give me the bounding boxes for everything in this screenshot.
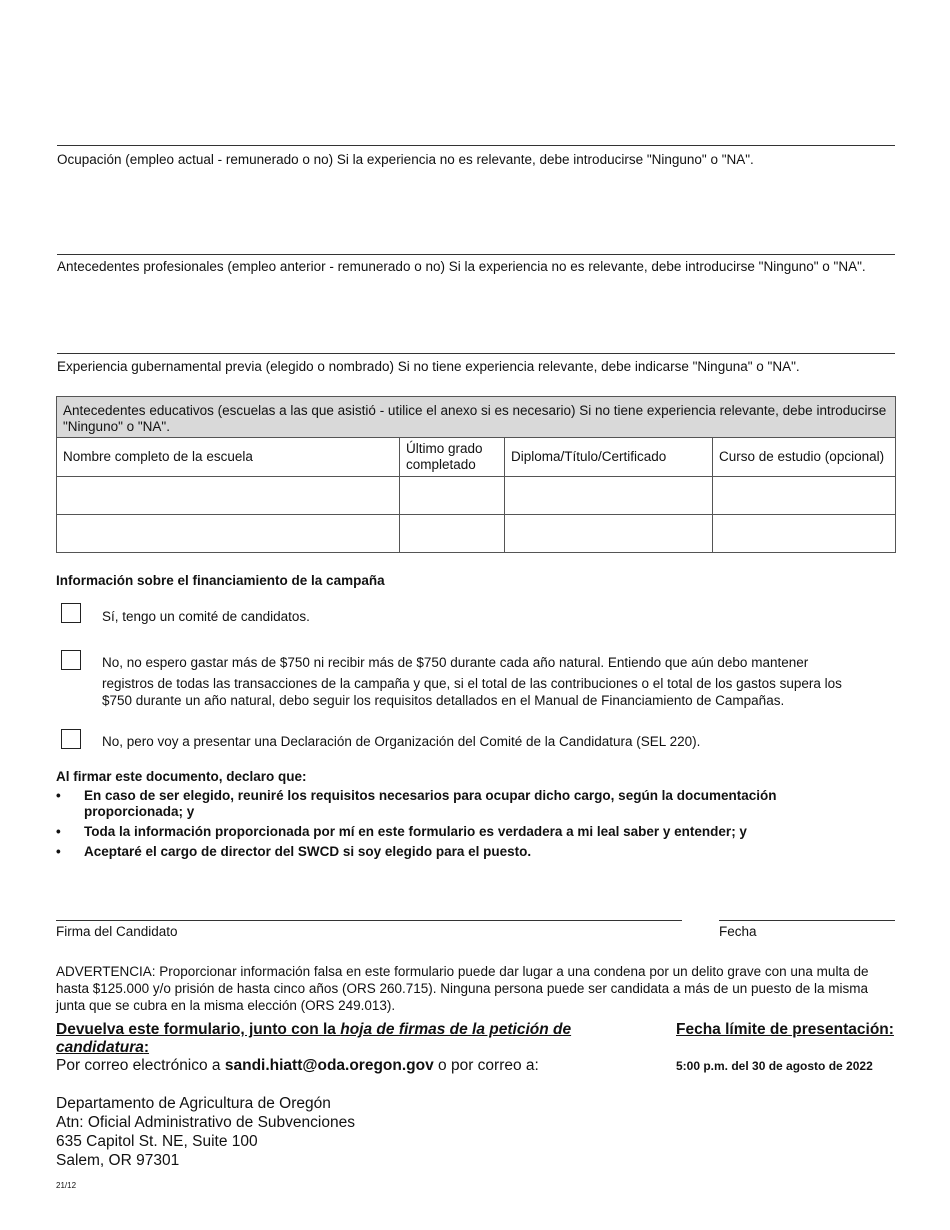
table-row <box>57 477 896 515</box>
return-title <box>56 1021 596 1057</box>
email-line <box>56 1056 539 1075</box>
education-columns-row <box>57 438 896 477</box>
email-suffix: o por correo a: <box>433 1057 539 1074</box>
course-cell[interactable] <box>713 515 896 553</box>
diploma-cell[interactable] <box>505 515 713 553</box>
occupation-label: Ocupación (empleo actual - remunerado o no) Si la experiencia no es relevante, debe introducirse "Ninguno" o "NA". <box>57 152 754 167</box>
address-line: Departamento de Agricultura de Oregón <box>56 1095 331 1112</box>
return-title-italic: hoja de firmas de la petición de candidatura <box>56 1021 572 1056</box>
government-label: Experiencia gubernamental previa (elegido o nombrado) Si no tiene experiencia relevante, debe indicarse "Ninguna" o "NA". <box>57 359 800 374</box>
school-name-cell[interactable] <box>57 477 400 515</box>
deadline-value: 5:00 p.m. del 30 de agosto de 2022 <box>676 1059 873 1073</box>
last-grade-cell[interactable] <box>400 515 505 553</box>
list-item <box>56 788 816 820</box>
diploma-cell[interactable] <box>505 477 713 515</box>
return-title-prefix: Devuelva este formulario, junto con la <box>56 1021 341 1038</box>
signature-label: Firma del Candidato <box>56 924 178 939</box>
government-line[interactable] <box>57 353 895 354</box>
bullet-icon: • <box>56 788 61 803</box>
no-spend-option-detail: registros de todas las transacciones de la campaña y que, si el total de las contribuciones o el total de los gastos supera los $750 durante un año natural, debo seguir los requisitos detallados en el Manual de Financiamiento de Campañas. <box>102 676 842 708</box>
background-line[interactable] <box>57 254 895 255</box>
bullet-icon: • <box>56 844 61 859</box>
education-header-row <box>57 397 896 438</box>
table-row <box>57 515 896 553</box>
column-course: Curso de estudio (opcional) <box>713 438 896 477</box>
occupation-line[interactable] <box>57 145 895 146</box>
list-item <box>56 824 816 840</box>
no-spend-option-label: No, no espero gastar más de $750 ni recibir más de $750 durante cada año natural. Entiendo que aún debo mantener <box>102 655 809 670</box>
deadline-title: Fecha límite de presentación: <box>676 1021 894 1038</box>
declaration-list <box>56 788 816 864</box>
declaration-text: Toda la información proporcionada por mí en este formulario es verdadera a mi leal saber y entender; y <box>84 824 747 839</box>
return-title-suffix: : <box>143 1039 150 1056</box>
sel220-option-label: No, pero voy a presentar una Declaración de Organización del Comité de la Candidatura (SEL 220). <box>102 734 701 749</box>
signature-line[interactable] <box>56 920 682 921</box>
committee-option-label: Sí, tengo un comité de candidatos. <box>102 609 310 624</box>
last-grade-cell[interactable] <box>400 477 505 515</box>
background-label: Antecedentes profesionales (empleo anterior - remunerado o no) Si la experiencia no es relevante, debe introducirse "Ninguno" o "NA". <box>57 259 866 274</box>
date-line[interactable] <box>719 920 895 921</box>
declaration-text: Aceptaré el cargo de director del SWCD si soy elegido para el puesto. <box>84 844 532 859</box>
finance-title: Información sobre el financiamiento de la campaña <box>56 573 385 588</box>
declaration-text: En caso de ser elegido, reuniré los requisitos necesarios para ocupar dicho cargo, según la documentación proporcionada; y <box>84 788 777 819</box>
address-line: Atn: Oficial Administrativo de Subvenciones <box>56 1114 355 1131</box>
warning-text: ADVERTENCIA: Proporcionar información falsa en este formulario puede dar lugar a una condena por un delito grave con una multa de hasta $125.000 y/o prisión de hasta cinco años (ORS 260.715). Ninguna persona puede ser candidata a más de un puesto de la misma junta que se cubra en la misma elección (ORS 249.013). <box>56 964 869 1013</box>
mailing-address <box>56 1094 355 1170</box>
email-link[interactable]: sandi.hiatt@oda.oregon.gov <box>224 1057 434 1074</box>
committee-checkbox[interactable] <box>61 603 81 623</box>
sel220-checkbox[interactable] <box>61 729 81 749</box>
list-item <box>56 844 816 860</box>
address-line: Salem, OR 97301 <box>56 1152 180 1169</box>
email-prefix: Por correo electrónico a <box>56 1057 225 1074</box>
education-table <box>56 396 896 553</box>
bullet-icon: • <box>56 824 61 839</box>
declaration-title: Al firmar este documento, declaro que: <box>56 769 307 784</box>
education-header: Antecedentes educativos (escuelas a las que asistió - utilice el anexo si es necesario) Si no tiene experiencia relevante, debe introducirse "Ninguno" o "NA". <box>57 397 896 438</box>
address-line: 635 Capitol St. NE, Suite 100 <box>56 1133 258 1150</box>
school-name-cell[interactable] <box>57 515 400 553</box>
course-cell[interactable] <box>713 477 896 515</box>
column-diploma: Diploma/Título/Certificado <box>505 438 713 477</box>
column-last-grade: Último grado completado <box>400 438 505 477</box>
no-spend-checkbox[interactable] <box>61 650 81 670</box>
column-school-name: Nombre completo de la escuela <box>57 438 400 477</box>
date-label: Fecha <box>719 924 757 939</box>
form-code: 21/12 <box>56 1181 77 1190</box>
